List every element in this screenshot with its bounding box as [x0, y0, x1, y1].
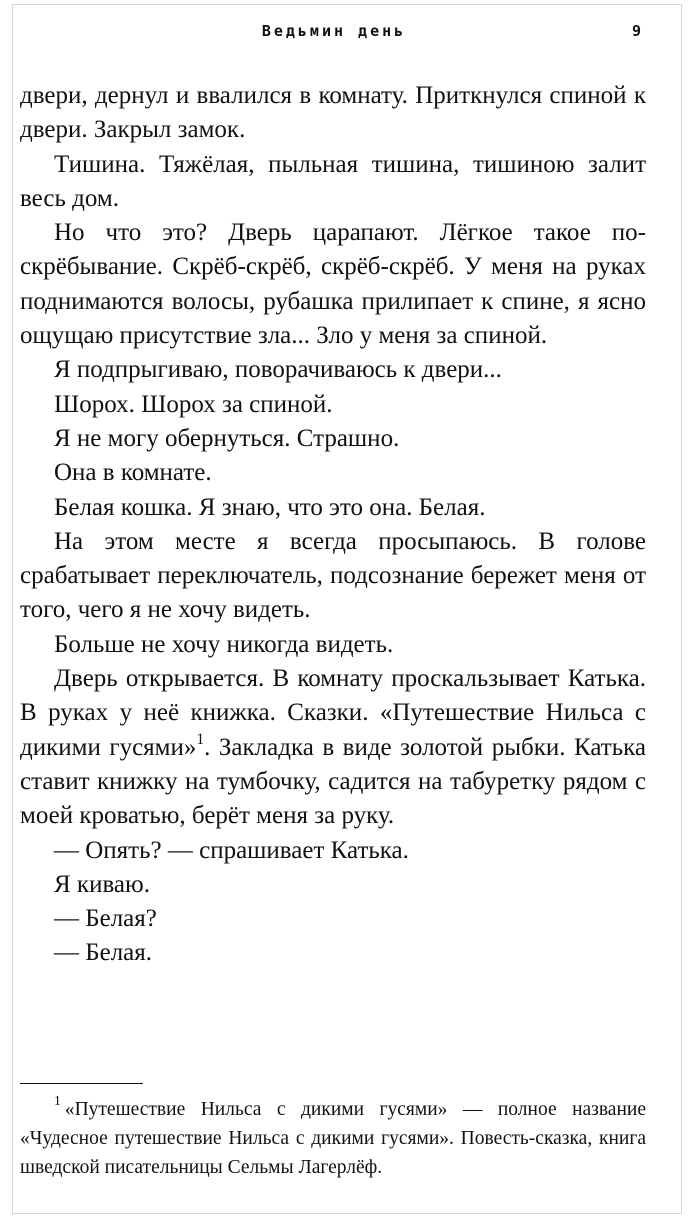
body-text: [20, 79, 646, 971]
footnote-reference: 1: [196, 730, 205, 748]
dialogue-line: — Белая?: [54, 905, 157, 933]
paragraph: Я подпрыгиваю, поворачиваюсь к двери...: [54, 356, 502, 384]
footnote-separator: [20, 1083, 143, 1084]
page-number: 9: [632, 22, 642, 40]
paragraph: Я киваю.: [54, 870, 150, 898]
paragraph: Она в комнате.: [54, 459, 212, 487]
paragraph: Шорох. Шорох за спиной.: [54, 390, 333, 418]
paragraph: Но что это? Дверь царапают. Лёгкое такое поскрёбывание. Скрёб-скрёб, скрёб-скрёб. У меня на руках поднимаются волосы, рубашка прилипает к спине, я ясно ощущаю присутствие зла... Зло у меня за спиной.: [20, 219, 646, 350]
paragraph: Больше не хочу никогда видеть.: [54, 630, 394, 658]
paragraph: Я не могу обернуться. Страшно.: [54, 424, 400, 452]
dialogue-line: — Опять? — спрашивает Катька.: [54, 836, 409, 864]
paragraph: двери, дернул и ввалился в комнату. Приткнулся спиной к двери. Закрыл замок.: [20, 82, 646, 144]
footnote-text: «Путешествие Нильса с дикими гусями» — полное название «Чудесное путешествие Нильса с дикими гусями». Повесть-сказка, книга шведской писательницы Сельмы Лагерлёф.: [20, 1099, 646, 1178]
footnote-mark: 1: [54, 1093, 61, 1109]
paragraph: Тишина. Тяжёлая, пыльная тишина, тишиною залит весь дом.: [20, 150, 646, 212]
paragraph-with-note: [20, 662, 646, 833]
paragraph-text: Дверь открывается. В комнату проскальзывает Катька. В руках у неё книжка. Сказки. «Путешествие Нильса с дикими гусями»: [20, 665, 646, 761]
paragraph: На этом месте я всегда просыпаюсь. В голове срабатывает переключатель, подсознание бережет меня от того, чего я не хочу видеть.: [20, 527, 646, 624]
paragraph-text: . Закладка в виде золотой рыбки. Катька ставит книжку на тумбочку, садится на табуретку рядом с моей кроватью, берёт меня за руку.: [20, 733, 646, 830]
paragraph: Белая кошка. Я знаю, что это она. Белая.: [54, 493, 486, 521]
page-header: [0, 18, 693, 48]
footnote: [20, 1095, 646, 1182]
dialogue-line: — Белая.: [54, 939, 153, 967]
running-title: Ведьмин день: [261, 22, 407, 40]
